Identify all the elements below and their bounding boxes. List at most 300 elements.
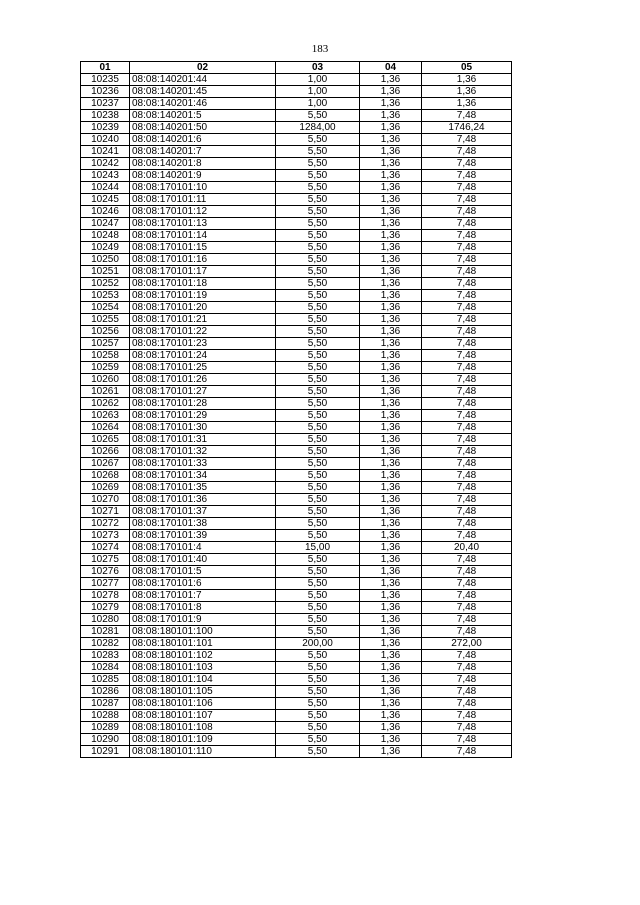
table-cell-col-1: 10236 xyxy=(81,86,130,98)
table-cell-col-2: 08:08:170101:34 xyxy=(130,470,276,482)
table-cell-col-3: 5,50 xyxy=(276,242,360,254)
table-cell-col-2: 08:08:180101:109 xyxy=(130,734,276,746)
table-cell-col-4: 1,36 xyxy=(360,326,422,338)
table-cell-col-5: 7,48 xyxy=(422,434,512,446)
table-row xyxy=(81,170,512,182)
table-cell-col-3: 5,50 xyxy=(276,338,360,350)
table-row xyxy=(81,434,512,446)
table-cell-col-2: 08:08:180101:106 xyxy=(130,698,276,710)
table-cell-col-4: 1,36 xyxy=(360,602,422,614)
table-cell-col-5: 7,48 xyxy=(422,530,512,542)
table-cell-col-3: 5,50 xyxy=(276,158,360,170)
table-cell-col-1: 10262 xyxy=(81,398,130,410)
table-cell-col-3: 1,00 xyxy=(276,74,360,86)
table-cell-col-2: 08:08:140201:45 xyxy=(130,86,276,98)
table-cell-col-3: 5,50 xyxy=(276,626,360,638)
table-cell-col-1: 10247 xyxy=(81,218,130,230)
table-cell-col-3: 5,50 xyxy=(276,350,360,362)
table-cell-col-5: 7,48 xyxy=(422,182,512,194)
table-cell-col-5: 7,48 xyxy=(422,266,512,278)
table-cell-col-1: 10282 xyxy=(81,638,130,650)
table-cell-col-4: 1,36 xyxy=(360,422,422,434)
table-cell-col-2: 08:08:140201:7 xyxy=(130,146,276,158)
table-cell-col-1: 10272 xyxy=(81,518,130,530)
table-cell-col-2: 08:08:170101:25 xyxy=(130,362,276,374)
table-cell-col-5: 7,48 xyxy=(422,698,512,710)
table-cell-col-3: 5,50 xyxy=(276,470,360,482)
table-cell-col-3: 5,50 xyxy=(276,458,360,470)
table-row xyxy=(81,458,512,470)
table-row xyxy=(81,506,512,518)
table-cell-col-5: 7,48 xyxy=(422,362,512,374)
table-cell-col-5: 7,48 xyxy=(422,374,512,386)
table-row xyxy=(81,110,512,122)
table-row xyxy=(81,146,512,158)
table-row xyxy=(81,710,512,722)
table-cell-col-2: 08:08:170101:19 xyxy=(130,290,276,302)
table-cell-col-2: 08:08:170101:29 xyxy=(130,410,276,422)
table-cell-col-4: 1,36 xyxy=(360,506,422,518)
table-row xyxy=(81,746,512,758)
table-cell-col-4: 1,36 xyxy=(360,374,422,386)
table-cell-col-2: 08:08:170101:13 xyxy=(130,218,276,230)
table-row xyxy=(81,122,512,134)
table-cell-col-5: 7,48 xyxy=(422,386,512,398)
table-row xyxy=(81,470,512,482)
table-cell-col-5: 7,48 xyxy=(422,470,512,482)
table-cell-col-3: 5,50 xyxy=(276,494,360,506)
table-cell-col-1: 10288 xyxy=(81,710,130,722)
table-cell-col-5: 7,48 xyxy=(422,566,512,578)
table-row xyxy=(81,326,512,338)
table-cell-col-2: 08:08:170101:11 xyxy=(130,194,276,206)
table-row xyxy=(81,614,512,626)
table-cell-col-1: 10270 xyxy=(81,494,130,506)
table-cell-col-5: 7,48 xyxy=(422,170,512,182)
table-cell-col-2: 08:08:180101:107 xyxy=(130,710,276,722)
table-row xyxy=(81,278,512,290)
table-cell-col-2: 08:08:140201:46 xyxy=(130,98,276,110)
table-cell-col-2: 08:08:170101:21 xyxy=(130,314,276,326)
table-row xyxy=(81,158,512,170)
table-cell-col-5: 7,48 xyxy=(422,722,512,734)
table-cell-col-3: 5,50 xyxy=(276,422,360,434)
table-cell-col-1: 10251 xyxy=(81,266,130,278)
table-cell-col-3: 200,00 xyxy=(276,638,360,650)
table-cell-col-3: 5,50 xyxy=(276,434,360,446)
table-cell-col-1: 10285 xyxy=(81,674,130,686)
table-cell-col-1: 10250 xyxy=(81,254,130,266)
table-cell-col-3: 5,50 xyxy=(276,674,360,686)
table-cell-col-3: 5,50 xyxy=(276,146,360,158)
table-cell-col-4: 1,36 xyxy=(360,434,422,446)
table-cell-col-4: 1,36 xyxy=(360,710,422,722)
table-cell-col-2: 08:08:140201:50 xyxy=(130,122,276,134)
table-row xyxy=(81,398,512,410)
table-cell-col-5: 7,48 xyxy=(422,302,512,314)
table-row xyxy=(81,554,512,566)
table-cell-col-4: 1,36 xyxy=(360,578,422,590)
table-cell-col-4: 1,36 xyxy=(360,410,422,422)
table-cell-col-2: 08:08:170101:22 xyxy=(130,326,276,338)
table-cell-col-4: 1,36 xyxy=(360,194,422,206)
table-cell-col-3: 5,50 xyxy=(276,686,360,698)
table-row xyxy=(81,698,512,710)
table-cell-col-1: 10239 xyxy=(81,122,130,134)
table-cell-col-5: 7,48 xyxy=(422,350,512,362)
table-cell-col-1: 10269 xyxy=(81,482,130,494)
table-cell-col-1: 10259 xyxy=(81,362,130,374)
table-cell-col-5: 7,48 xyxy=(422,626,512,638)
table-cell-col-2: 08:08:170101:5 xyxy=(130,566,276,578)
table-cell-col-4: 1,36 xyxy=(360,242,422,254)
table-cell-col-2: 08:08:180101:105 xyxy=(130,686,276,698)
table-cell-col-2: 08:08:170101:30 xyxy=(130,422,276,434)
table-cell-col-4: 1,36 xyxy=(360,314,422,326)
table-cell-col-2: 08:08:170101:38 xyxy=(130,518,276,530)
table-row xyxy=(81,734,512,746)
table-cell-col-4: 1,36 xyxy=(360,146,422,158)
table-cell-col-3: 5,50 xyxy=(276,446,360,458)
table-cell-col-5: 7,48 xyxy=(422,134,512,146)
table-cell-col-2: 08:08:170101:28 xyxy=(130,398,276,410)
table-row xyxy=(81,566,512,578)
table-cell-col-5: 7,48 xyxy=(422,494,512,506)
table-cell-col-2: 08:08:170101:24 xyxy=(130,350,276,362)
table-row xyxy=(81,194,512,206)
table-cell-col-3: 5,50 xyxy=(276,602,360,614)
table-cell-col-4: 1,36 xyxy=(360,254,422,266)
table-cell-col-2: 08:08:140201:9 xyxy=(130,170,276,182)
table-cell-col-1: 10261 xyxy=(81,386,130,398)
table-cell-col-2: 08:08:170101:7 xyxy=(130,590,276,602)
table-cell-col-4: 1,36 xyxy=(360,230,422,242)
table-cell-col-4: 1,36 xyxy=(360,206,422,218)
table-cell-col-2: 08:08:170101:37 xyxy=(130,506,276,518)
table-cell-col-2: 08:08:170101:18 xyxy=(130,278,276,290)
table-cell-col-3: 5,50 xyxy=(276,266,360,278)
table-cell-col-3: 5,50 xyxy=(276,218,360,230)
table-cell-col-3: 15,00 xyxy=(276,542,360,554)
table-row xyxy=(81,542,512,554)
table-cell-col-2: 08:08:180101:108 xyxy=(130,722,276,734)
table-cell-col-5: 7,48 xyxy=(422,146,512,158)
table-cell-col-1: 10271 xyxy=(81,506,130,518)
table-cell-col-2: 08:08:180101:103 xyxy=(130,662,276,674)
table-cell-col-4: 1,36 xyxy=(360,386,422,398)
table-row xyxy=(81,290,512,302)
table-row xyxy=(81,722,512,734)
table-cell-col-2: 08:08:140201:5 xyxy=(130,110,276,122)
table-cell-col-3: 5,50 xyxy=(276,134,360,146)
table-cell-col-3: 5,50 xyxy=(276,110,360,122)
table-cell-col-5: 7,48 xyxy=(422,602,512,614)
table-row xyxy=(81,302,512,314)
table-cell-col-5: 20,40 xyxy=(422,542,512,554)
table-row xyxy=(81,182,512,194)
table-cell-col-1: 10240 xyxy=(81,134,130,146)
table-row xyxy=(81,98,512,110)
table-cell-col-5: 7,48 xyxy=(422,734,512,746)
table-cell-col-5: 7,48 xyxy=(422,410,512,422)
table-cell-col-1: 10273 xyxy=(81,530,130,542)
table-cell-col-1: 10276 xyxy=(81,566,130,578)
table-cell-col-3: 5,50 xyxy=(276,614,360,626)
table-cell-col-3: 5,50 xyxy=(276,194,360,206)
table-row xyxy=(81,530,512,542)
table-cell-col-4: 1,36 xyxy=(360,86,422,98)
table-cell-col-3: 5,50 xyxy=(276,206,360,218)
table-cell-col-4: 1,36 xyxy=(360,614,422,626)
table-cell-col-3: 5,50 xyxy=(276,554,360,566)
table-cell-col-2: 08:08:170101:32 xyxy=(130,446,276,458)
table-cell-col-3: 5,50 xyxy=(276,254,360,266)
table-cell-col-1: 10264 xyxy=(81,422,130,434)
table-cell-col-5: 7,48 xyxy=(422,578,512,590)
table-cell-col-1: 10241 xyxy=(81,146,130,158)
table-cell-col-4: 1,36 xyxy=(360,158,422,170)
table-cell-col-5: 7,48 xyxy=(422,686,512,698)
table-cell-col-1: 10274 xyxy=(81,542,130,554)
table-cell-col-2: 08:08:170101:8 xyxy=(130,602,276,614)
table-cell-col-5: 7,48 xyxy=(422,518,512,530)
table-cell-col-1: 10283 xyxy=(81,650,130,662)
table-row xyxy=(81,662,512,674)
table-row xyxy=(81,314,512,326)
table-cell-col-2: 08:08:170101:14 xyxy=(130,230,276,242)
table-cell-col-5: 1,36 xyxy=(422,74,512,86)
table-cell-col-3: 5,50 xyxy=(276,518,360,530)
table-cell-col-2: 08:08:170101:4 xyxy=(130,542,276,554)
table-row xyxy=(81,518,512,530)
table-cell-col-5: 7,48 xyxy=(422,674,512,686)
table-cell-col-2: 08:08:170101:40 xyxy=(130,554,276,566)
table-cell-col-3: 5,50 xyxy=(276,650,360,662)
table-cell-col-2: 08:08:180101:104 xyxy=(130,674,276,686)
table-cell-col-4: 1,36 xyxy=(360,542,422,554)
table-cell-col-1: 10252 xyxy=(81,278,130,290)
table-cell-col-4: 1,36 xyxy=(360,98,422,110)
table-row xyxy=(81,74,512,86)
table-row xyxy=(81,686,512,698)
table-cell-col-1: 10267 xyxy=(81,458,130,470)
table-cell-col-1: 10268 xyxy=(81,470,130,482)
table-cell-col-1: 10237 xyxy=(81,98,130,110)
table-cell-col-1: 10248 xyxy=(81,230,130,242)
table-cell-col-5: 1746,24 xyxy=(422,122,512,134)
table-cell-col-1: 10281 xyxy=(81,626,130,638)
table-cell-col-4: 1,36 xyxy=(360,722,422,734)
table-cell-col-2: 08:08:170101:17 xyxy=(130,266,276,278)
table-cell-col-1: 10279 xyxy=(81,602,130,614)
table-cell-col-1: 10244 xyxy=(81,182,130,194)
table-cell-col-1: 10275 xyxy=(81,554,130,566)
table-cell-col-1: 10278 xyxy=(81,590,130,602)
table-row xyxy=(81,338,512,350)
table-cell-col-4: 1,36 xyxy=(360,698,422,710)
table-cell-col-5: 7,48 xyxy=(422,746,512,758)
table-cell-col-5: 7,48 xyxy=(422,110,512,122)
table-cell-col-5: 7,48 xyxy=(422,662,512,674)
column-header-02: 02 xyxy=(130,62,276,74)
table-row xyxy=(81,602,512,614)
table-cell-col-3: 5,50 xyxy=(276,410,360,422)
table-cell-col-5: 7,48 xyxy=(422,206,512,218)
table-row xyxy=(81,86,512,98)
column-header-01: 01 xyxy=(81,62,130,74)
table-cell-col-4: 1,36 xyxy=(360,746,422,758)
column-header-05: 05 xyxy=(422,62,512,74)
table-cell-col-2: 08:08:170101:9 xyxy=(130,614,276,626)
table-cell-col-3: 5,50 xyxy=(276,230,360,242)
table-row xyxy=(81,674,512,686)
table-cell-col-5: 7,48 xyxy=(422,482,512,494)
table-row xyxy=(81,374,512,386)
column-header-04: 04 xyxy=(360,62,422,74)
table-row xyxy=(81,206,512,218)
table-cell-col-2: 08:08:180101:110 xyxy=(130,746,276,758)
table-cell-col-3: 5,50 xyxy=(276,302,360,314)
table-cell-col-3: 5,50 xyxy=(276,698,360,710)
table-cell-col-5: 7,48 xyxy=(422,158,512,170)
page-number: 183 xyxy=(311,43,329,55)
table-cell-col-1: 10242 xyxy=(81,158,130,170)
table-cell-col-4: 1,36 xyxy=(360,290,422,302)
table-cell-col-3: 5,50 xyxy=(276,746,360,758)
table-row xyxy=(81,386,512,398)
table-cell-col-5: 7,48 xyxy=(422,446,512,458)
table-row xyxy=(81,422,512,434)
table-cell-col-2: 08:08:180101:100 xyxy=(130,626,276,638)
table-cell-col-3: 5,50 xyxy=(276,278,360,290)
table-cell-col-2: 08:08:170101:35 xyxy=(130,482,276,494)
table-cell-col-2: 08:08:170101:31 xyxy=(130,434,276,446)
table-cell-col-1: 10286 xyxy=(81,686,130,698)
table-cell-col-3: 1284,00 xyxy=(276,122,360,134)
table-cell-col-2: 08:08:170101:26 xyxy=(130,374,276,386)
table-cell-col-1: 10287 xyxy=(81,698,130,710)
table-cell-col-1: 10254 xyxy=(81,302,130,314)
table-cell-col-5: 7,48 xyxy=(422,290,512,302)
table-row xyxy=(81,362,512,374)
header-row xyxy=(81,62,512,74)
table-cell-col-4: 1,36 xyxy=(360,446,422,458)
table-row xyxy=(81,650,512,662)
table-cell-col-1: 10265 xyxy=(81,434,130,446)
table-cell-col-1: 10249 xyxy=(81,242,130,254)
table-cell-col-5: 7,48 xyxy=(422,422,512,434)
table-cell-col-4: 1,36 xyxy=(360,266,422,278)
table-cell-col-4: 1,36 xyxy=(360,482,422,494)
table-row xyxy=(81,626,512,638)
table-cell-col-4: 1,36 xyxy=(360,182,422,194)
table-cell-col-4: 1,36 xyxy=(360,590,422,602)
table-cell-col-3: 5,50 xyxy=(276,506,360,518)
table-cell-col-3: 5,50 xyxy=(276,734,360,746)
table-cell-col-1: 10257 xyxy=(81,338,130,350)
table-cell-col-1: 10284 xyxy=(81,662,130,674)
data-table xyxy=(80,61,512,758)
table-cell-col-1: 10245 xyxy=(81,194,130,206)
table-cell-col-3: 5,50 xyxy=(276,530,360,542)
table-row xyxy=(81,578,512,590)
table-cell-col-4: 1,36 xyxy=(360,134,422,146)
table-cell-col-5: 7,48 xyxy=(422,590,512,602)
table-cell-col-4: 1,36 xyxy=(360,302,422,314)
table-cell-col-3: 5,50 xyxy=(276,170,360,182)
table-body xyxy=(81,74,512,758)
table-cell-col-5: 7,48 xyxy=(422,458,512,470)
table-cell-col-3: 5,50 xyxy=(276,578,360,590)
table-cell-col-1: 10238 xyxy=(81,110,130,122)
table-cell-col-2: 08:08:170101:10 xyxy=(130,182,276,194)
table-cell-col-5: 7,48 xyxy=(422,506,512,518)
table-cell-col-5: 7,48 xyxy=(422,242,512,254)
table-row xyxy=(81,482,512,494)
table-cell-col-5: 7,48 xyxy=(422,194,512,206)
table-cell-col-5: 1,36 xyxy=(422,98,512,110)
table-cell-col-3: 5,50 xyxy=(276,326,360,338)
table-cell-col-1: 10253 xyxy=(81,290,130,302)
table-cell-col-3: 5,50 xyxy=(276,398,360,410)
table-row xyxy=(81,134,512,146)
table-cell-col-4: 1,36 xyxy=(360,122,422,134)
table-row xyxy=(81,446,512,458)
table-cell-col-3: 5,50 xyxy=(276,662,360,674)
table-cell-col-1: 10280 xyxy=(81,614,130,626)
table-cell-col-4: 1,36 xyxy=(360,674,422,686)
table-cell-col-5: 1,36 xyxy=(422,86,512,98)
table-cell-col-1: 10243 xyxy=(81,170,130,182)
table-cell-col-4: 1,36 xyxy=(360,110,422,122)
table-cell-col-4: 1,36 xyxy=(360,626,422,638)
table-cell-col-1: 10246 xyxy=(81,206,130,218)
table-cell-col-3: 5,50 xyxy=(276,362,360,374)
table-cell-col-3: 5,50 xyxy=(276,590,360,602)
table-cell-col-1: 10277 xyxy=(81,578,130,590)
table-cell-col-3: 5,50 xyxy=(276,722,360,734)
table-cell-col-4: 1,36 xyxy=(360,170,422,182)
table-cell-col-4: 1,36 xyxy=(360,662,422,674)
table-cell-col-3: 1,00 xyxy=(276,86,360,98)
table-cell-col-2: 08:08:170101:39 xyxy=(130,530,276,542)
table-cell-col-2: 08:08:170101:16 xyxy=(130,254,276,266)
table-cell-col-3: 5,50 xyxy=(276,566,360,578)
table-cell-col-2: 08:08:170101:33 xyxy=(130,458,276,470)
table-cell-col-4: 1,36 xyxy=(360,554,422,566)
table-cell-col-5: 7,48 xyxy=(422,314,512,326)
table-cell-col-2: 08:08:170101:20 xyxy=(130,302,276,314)
table-cell-col-4: 1,36 xyxy=(360,686,422,698)
table-row xyxy=(81,638,512,650)
table-cell-col-5: 7,48 xyxy=(422,230,512,242)
table-cell-col-1: 10263 xyxy=(81,410,130,422)
table-cell-col-4: 1,36 xyxy=(360,338,422,350)
table-cell-col-4: 1,36 xyxy=(360,470,422,482)
table-cell-col-1: 10258 xyxy=(81,350,130,362)
table-cell-col-3: 5,50 xyxy=(276,290,360,302)
table-cell-col-2: 08:08:170101:23 xyxy=(130,338,276,350)
table-cell-col-4: 1,36 xyxy=(360,398,422,410)
table-cell-col-1: 10266 xyxy=(81,446,130,458)
table-cell-col-3: 1,00 xyxy=(276,98,360,110)
table-cell-col-4: 1,36 xyxy=(360,638,422,650)
table-cell-col-4: 1,36 xyxy=(360,218,422,230)
table-cell-col-3: 5,50 xyxy=(276,482,360,494)
table-cell-col-5: 272,00 xyxy=(422,638,512,650)
table-cell-col-5: 7,48 xyxy=(422,326,512,338)
table-row xyxy=(81,494,512,506)
